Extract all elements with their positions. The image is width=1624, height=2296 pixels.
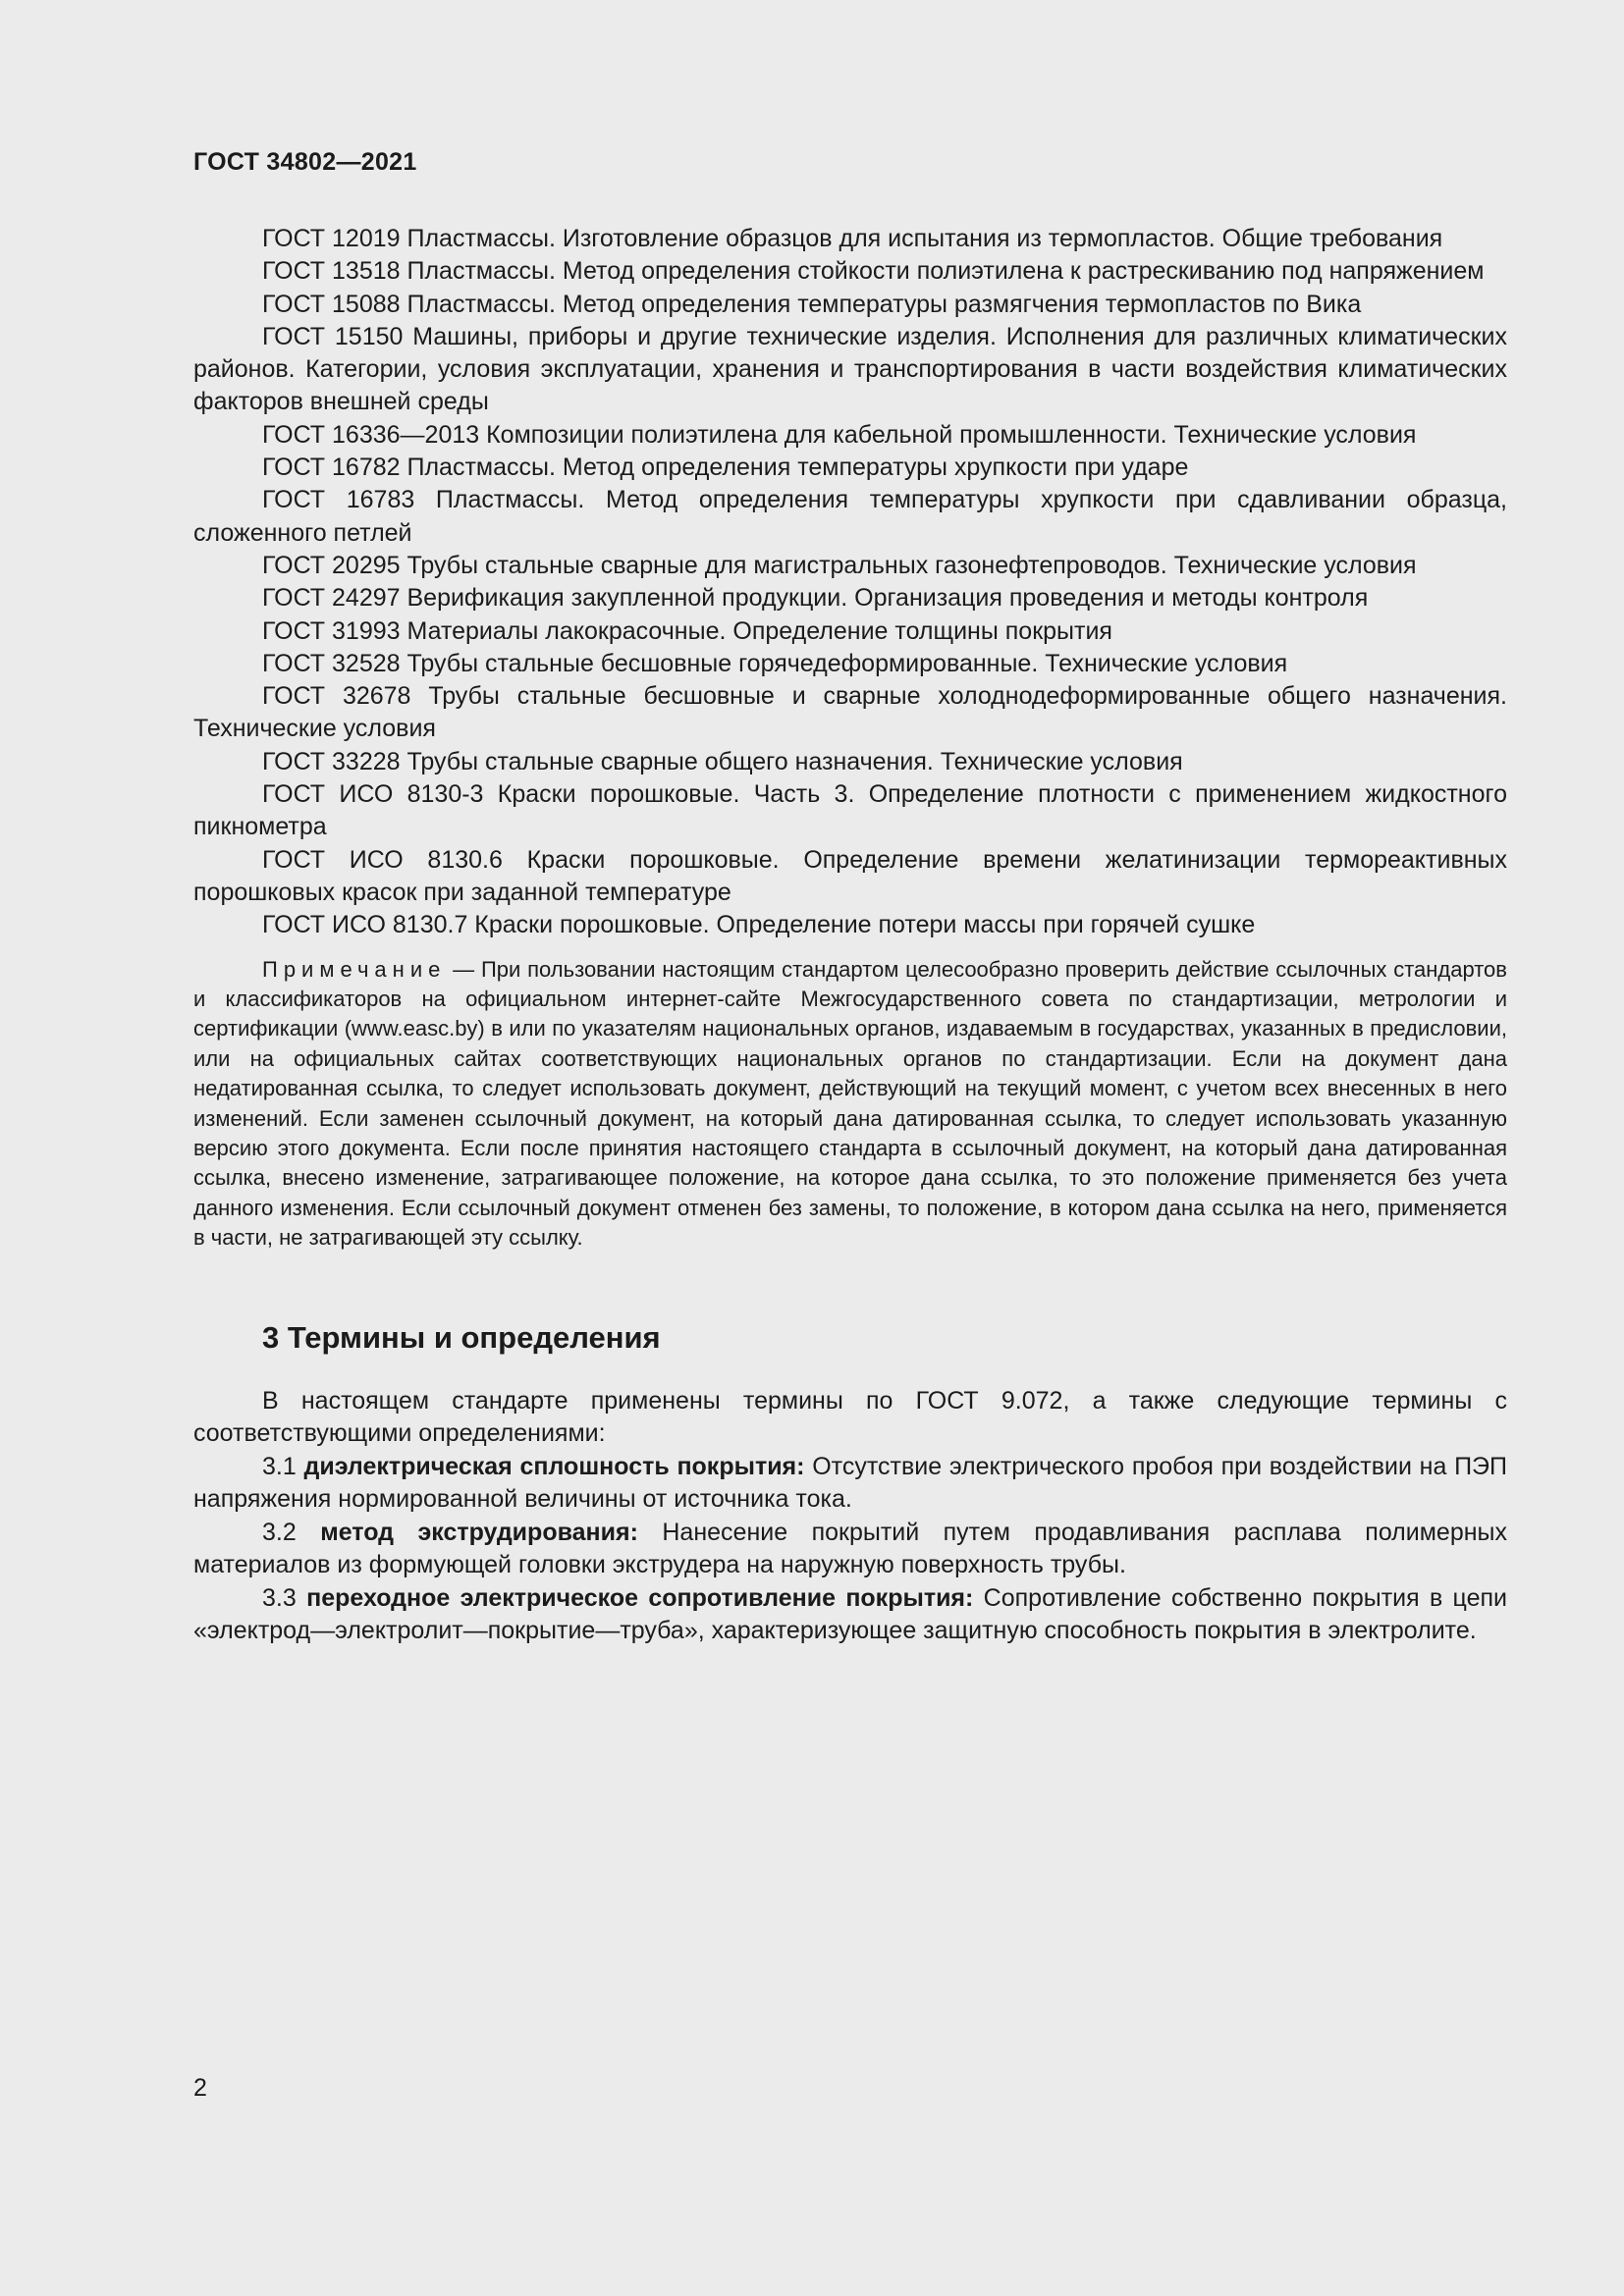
terms-intro: В настоящем стандарте применены термины по ГОСТ 9.072, а также следующие термины с соответствующими определениями: <box>193 1386 1507 1448</box>
reference-item: ГОСТ 32528 Трубы стальные бесшовные горячедеформированные. Технические условия <box>262 649 1288 677</box>
term-name: переходное электрическое сопротивление покрытия: <box>306 1583 974 1612</box>
note-dash: — <box>446 956 481 982</box>
reference-item: ГОСТ 33228 Трубы стальные сварные общего назначения. Технические условия <box>262 747 1183 775</box>
reference-item: ГОСТ 13518 Пластмассы. Метод определения стойкости полиэтилена к растрескиванию под напряжением <box>262 257 1485 286</box>
reference-item: ГОСТ 31993 Материалы лакокрасочные. Определение толщины покрытия <box>262 616 1112 645</box>
term-definition: Отсутствие электрического пробоя при воздействии на ПЭП напряжения нормированной величины от источника тока. <box>193 1452 1507 1514</box>
page-number: 2 <box>193 2074 207 2102</box>
terms-section <box>193 1385 1507 1648</box>
term-entry <box>193 1451 1507 1517</box>
reference-item: ГОСТ 32678 Трубы стальные бесшовные и сварные холоднодеформированные общего назначения. Технические условия <box>193 682 1507 743</box>
term-entry <box>193 1517 1507 1582</box>
reference-item: ГОСТ ИСО 8130.7 Краски порошковые. Определение потери массы при горячей сушке <box>262 911 1256 939</box>
reference-item: ГОСТ ИСО 8130-3 Краски порошковые. Часть 3. Определение плотности с применением жидкостного пикнометра <box>193 780 1507 841</box>
reference-item: ГОСТ 16782 Пластмассы. Метод определения температуры хрупкости при ударе <box>262 454 1189 482</box>
reference-item: ГОСТ 12019 Пластмассы. Изготовление образцов для испытания из термопластов. Общие требования <box>262 225 1443 252</box>
term-entry <box>193 1582 1507 1648</box>
term-name: метод экструдирования: <box>320 1518 638 1546</box>
term-number: 3.1 <box>262 1452 297 1480</box>
page-content <box>193 223 1507 1648</box>
normative-references-list <box>193 223 1507 942</box>
reference-item: ГОСТ 16783 Пластмассы. Метод определения температуры хрупкости при сдавливании образца, сложенного петлей <box>193 486 1507 547</box>
reference-item: ГОСТ 15150 Машины, приборы и другие технические изделия. Исполнения для различных климатических районов. Категории, условия эксплуатации, хранения и транспортирования в части воздействия климатических факторов внешней среды <box>193 322 1507 416</box>
reference-item: ГОСТ 24297 Верификация закупленной продукции. Организация проведения и методы контроля <box>262 584 1369 613</box>
term-definition: Сопротивление собственно покрытия в цепи «электрод—электролит—покрытие—труба», характеризующее защитную способность покрытия в электролите. <box>193 1583 1507 1645</box>
reference-item: ГОСТ 15088 Пластмассы. Метод определения температуры размягчения термопластов по Вика <box>262 290 1362 318</box>
note-paragraph <box>193 955 1507 1254</box>
term-definition: Нанесение покрытий путем продавливания расплава полимерных материалов из формующей головки экструдера на наружную поверхность трубы. <box>193 1518 1507 1579</box>
note-text: При пользовании настоящим стандартом целесообразно проверить действие ссылочных стандартов и классификаторов на официальном интернет-сайте Межгосударственного совета по стандартизации, метрологии и сертификации (www.easc.by) в или по указателям национальных органов, издаваемым в государствах, указанных в предисловии, или на официальных сайтах соответствующих национальных органов по стандартизации. Если на документ дана недатированная ссылка, то следует использовать документ, действующий на текущий момент, с учетом всех внесенных в него изменений. Если заменен ссылочный документ, на который дана датированная ссылка, то следует использовать указанную версию этого документа. Если после принятия настоящего стандарта в ссылочный документ, на который дана датированная ссылка, внесено изменение, затрагивающее положение, на которое дана ссылка, то это положение применяется без учета данного изменения. Если ссылочный документ отменен без замены, то положение, в котором дана ссылка на него, применяется в части, не затрагивающей эту ссылку. <box>193 956 1507 1251</box>
term-number: 3.3 <box>262 1583 297 1612</box>
reference-item: ГОСТ 20295 Трубы стальные сварные для магистральных газонефтепроводов. Технические условия <box>262 551 1417 579</box>
term-name: диэлектрическая сплошность покрытия: <box>303 1452 805 1480</box>
note-label: Примечание <box>262 956 447 982</box>
reference-item: ГОСТ 16336—2013 Композиции полиэтилена для кабельной промышленности. Технические условия <box>262 420 1417 449</box>
term-number: 3.2 <box>262 1518 297 1546</box>
document-header: ГОСТ 34802—2021 <box>193 148 417 176</box>
section-title: 3 Термины и определения <box>262 1319 661 1355</box>
reference-item: ГОСТ ИСО 8130.6 Краски порошковые. Определение времени желатинизации термореактивных порошковых красок при заданной температуре <box>193 845 1507 906</box>
